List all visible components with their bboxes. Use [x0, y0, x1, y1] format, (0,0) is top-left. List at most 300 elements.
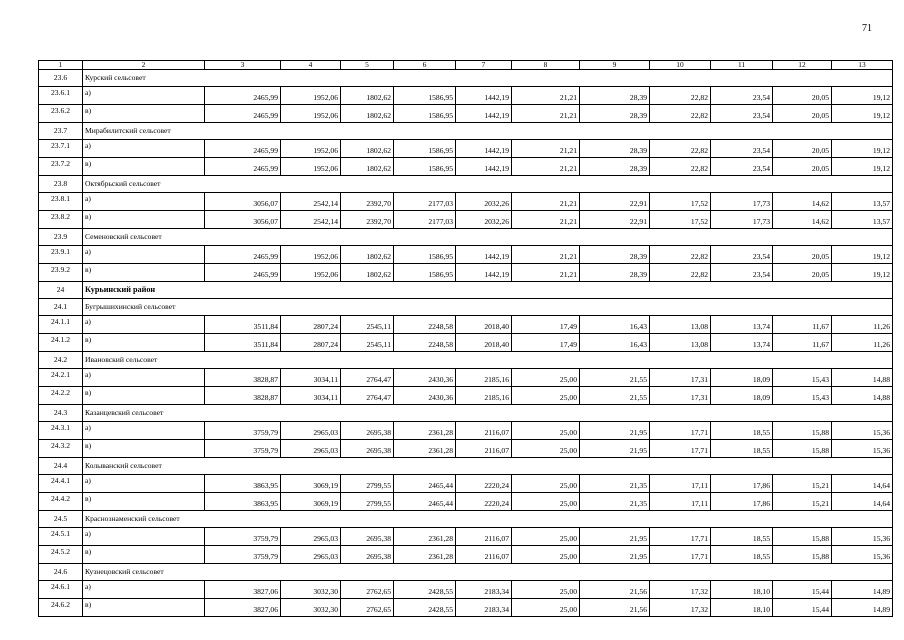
section-title: Октябрьский сельсовет — [83, 176, 893, 193]
value-cell: 21,35 — [580, 475, 650, 493]
section-code: 24.1 — [39, 299, 83, 316]
value-cell: 3032,30 — [281, 581, 341, 599]
value-cell: 15,36 — [832, 546, 893, 564]
value-cell: 1952,06 — [281, 105, 341, 123]
price-table — [38, 60, 893, 617]
value-cell: 25,00 — [512, 387, 580, 405]
value-cell: 2392,70 — [341, 211, 394, 229]
value-cell: 18,09 — [711, 387, 773, 405]
table-row — [39, 211, 893, 229]
value-cell: 2465,99 — [205, 105, 281, 123]
column-number: 10 — [650, 61, 711, 70]
value-cell: 2032,26 — [456, 193, 512, 211]
value-cell: 20,05 — [773, 87, 832, 105]
value-cell: 25,00 — [512, 599, 580, 617]
row-label: в) — [83, 211, 205, 229]
value-cell: 17,71 — [650, 440, 711, 458]
value-cell: 13,57 — [832, 211, 893, 229]
value-cell: 3069,19 — [281, 493, 341, 511]
value-cell: 2248,58 — [394, 334, 456, 352]
value-cell: 15,43 — [773, 369, 832, 387]
value-cell: 17,73 — [711, 193, 773, 211]
row-code: 24.1.2 — [39, 334, 83, 352]
value-cell: 21,55 — [580, 387, 650, 405]
row-label: в) — [83, 599, 205, 617]
value-cell: 21,21 — [512, 140, 580, 158]
section-code: 23.9 — [39, 229, 83, 246]
row-label: а) — [83, 140, 205, 158]
value-cell: 1442,19 — [456, 246, 512, 264]
value-cell: 25,00 — [512, 546, 580, 564]
value-cell: 2361,28 — [394, 546, 456, 564]
value-cell: 1952,06 — [281, 246, 341, 264]
value-cell: 3511,84 — [205, 334, 281, 352]
table-row — [39, 422, 893, 440]
value-cell: 2185,16 — [456, 369, 512, 387]
section-code: 24.5 — [39, 511, 83, 528]
value-cell: 1442,19 — [456, 87, 512, 105]
value-cell: 20,05 — [773, 246, 832, 264]
value-cell: 21,21 — [512, 158, 580, 176]
value-cell: 17,49 — [512, 334, 580, 352]
value-cell: 3759,79 — [205, 422, 281, 440]
value-cell: 2695,38 — [341, 440, 394, 458]
row-label: а) — [83, 246, 205, 264]
value-cell: 13,74 — [711, 334, 773, 352]
value-cell: 21,95 — [580, 546, 650, 564]
value-cell: 15,44 — [773, 599, 832, 617]
district-title: Курьинский район — [83, 282, 893, 299]
column-number: 9 — [580, 61, 650, 70]
row-code: 24.5.1 — [39, 528, 83, 546]
section-title: Ивановский сельсовет — [83, 352, 893, 369]
value-cell: 1952,06 — [281, 87, 341, 105]
value-cell: 3863,95 — [205, 493, 281, 511]
value-cell: 22,82 — [650, 264, 711, 282]
value-cell: 11,26 — [832, 334, 893, 352]
row-code: 23.8.1 — [39, 193, 83, 211]
row-code: 24.1.1 — [39, 316, 83, 334]
value-cell: 2799,55 — [341, 493, 394, 511]
value-cell: 15,36 — [832, 528, 893, 546]
value-cell: 2183,34 — [456, 581, 512, 599]
section-code: 24.2 — [39, 352, 83, 369]
value-cell: 22,91 — [580, 193, 650, 211]
value-cell: 2465,44 — [394, 475, 456, 493]
row-code: 24.5.2 — [39, 546, 83, 564]
row-label: в) — [83, 264, 205, 282]
value-cell: 19,12 — [832, 158, 893, 176]
table-row — [39, 369, 893, 387]
value-cell: 2361,28 — [394, 440, 456, 458]
value-cell: 16,43 — [580, 316, 650, 334]
section-title: Семеновский сельсовет — [83, 229, 893, 246]
value-cell: 17,11 — [650, 475, 711, 493]
row-label: в) — [83, 105, 205, 123]
row-label: а) — [83, 528, 205, 546]
section-row — [39, 176, 893, 193]
column-number: 6 — [394, 61, 456, 70]
value-cell: 14,88 — [832, 369, 893, 387]
section-code: 23.6 — [39, 70, 83, 87]
value-cell: 23,54 — [711, 87, 773, 105]
value-cell: 1802,62 — [341, 105, 394, 123]
value-cell: 21,95 — [580, 440, 650, 458]
table-row — [39, 440, 893, 458]
row-code: 24.2.2 — [39, 387, 83, 405]
value-cell: 25,00 — [512, 422, 580, 440]
section-title: Мирабилитский сельсовет — [83, 123, 893, 140]
value-cell: 20,05 — [773, 158, 832, 176]
value-cell: 2220,24 — [456, 493, 512, 511]
table-row — [39, 246, 893, 264]
value-cell: 1802,62 — [341, 158, 394, 176]
value-cell: 22,91 — [580, 211, 650, 229]
column-number: 3 — [205, 61, 281, 70]
value-cell: 17,52 — [650, 211, 711, 229]
row-label: в) — [83, 334, 205, 352]
value-cell: 2542,14 — [281, 193, 341, 211]
value-cell: 25,00 — [512, 475, 580, 493]
value-cell: 25,00 — [512, 493, 580, 511]
column-number-row — [39, 61, 893, 70]
row-label: а) — [83, 475, 205, 493]
row-code: 23.9.1 — [39, 246, 83, 264]
page-number: 71 — [862, 23, 872, 34]
value-cell: 18,55 — [711, 440, 773, 458]
value-cell: 2695,38 — [341, 422, 394, 440]
value-cell: 17,49 — [512, 316, 580, 334]
value-cell: 2116,07 — [456, 440, 512, 458]
table-row — [39, 193, 893, 211]
value-cell: 2965,03 — [281, 528, 341, 546]
value-cell: 2116,07 — [456, 546, 512, 564]
value-cell: 17,11 — [650, 493, 711, 511]
table-row — [39, 87, 893, 105]
value-cell: 17,32 — [650, 581, 711, 599]
value-cell: 3511,84 — [205, 316, 281, 334]
section-row — [39, 511, 893, 528]
value-cell: 28,39 — [580, 105, 650, 123]
value-cell: 15,21 — [773, 475, 832, 493]
value-cell: 1802,62 — [341, 140, 394, 158]
row-label: а) — [83, 87, 205, 105]
table-row — [39, 387, 893, 405]
value-cell: 11,67 — [773, 334, 832, 352]
value-cell: 28,39 — [580, 264, 650, 282]
row-code: 23.7.1 — [39, 140, 83, 158]
value-cell: 20,05 — [773, 105, 832, 123]
value-cell: 17,71 — [650, 546, 711, 564]
row-code: 24.3.2 — [39, 440, 83, 458]
value-cell: 2361,28 — [394, 528, 456, 546]
value-cell: 18,55 — [711, 422, 773, 440]
value-cell: 21,56 — [580, 581, 650, 599]
section-title: Курский сельсовет — [83, 70, 893, 87]
value-cell: 14,64 — [832, 475, 893, 493]
row-code: 23.8.2 — [39, 211, 83, 229]
section-row — [39, 458, 893, 475]
value-cell: 13,74 — [711, 316, 773, 334]
value-cell: 1952,06 — [281, 264, 341, 282]
section-row — [39, 299, 893, 316]
table-row — [39, 140, 893, 158]
section-title: Краснознаменский сельсовет — [83, 511, 893, 528]
value-cell: 23,54 — [711, 140, 773, 158]
section-code: 23.8 — [39, 176, 83, 193]
value-cell: 2220,24 — [456, 475, 512, 493]
value-cell: 1952,06 — [281, 140, 341, 158]
value-cell: 3827,06 — [205, 581, 281, 599]
value-cell: 22,82 — [650, 87, 711, 105]
value-cell: 21,95 — [580, 528, 650, 546]
value-cell: 3056,07 — [205, 193, 281, 211]
value-cell: 2430,36 — [394, 387, 456, 405]
value-cell: 15,88 — [773, 546, 832, 564]
value-cell: 21,55 — [580, 369, 650, 387]
value-cell: 18,10 — [711, 581, 773, 599]
value-cell: 15,43 — [773, 387, 832, 405]
value-cell: 15,21 — [773, 493, 832, 511]
value-cell: 1586,95 — [394, 158, 456, 176]
value-cell: 2465,99 — [205, 140, 281, 158]
value-cell: 17,86 — [711, 493, 773, 511]
value-cell: 2807,24 — [281, 316, 341, 334]
value-cell: 2965,03 — [281, 546, 341, 564]
value-cell: 14,64 — [832, 493, 893, 511]
value-cell: 2116,07 — [456, 422, 512, 440]
value-cell: 23,54 — [711, 105, 773, 123]
value-cell: 2542,14 — [281, 211, 341, 229]
value-cell: 2248,58 — [394, 316, 456, 334]
value-cell: 2183,34 — [456, 599, 512, 617]
value-cell: 23,54 — [711, 246, 773, 264]
value-cell: 18,55 — [711, 546, 773, 564]
value-cell: 17,73 — [711, 211, 773, 229]
value-cell: 28,39 — [580, 158, 650, 176]
value-cell: 3056,07 — [205, 211, 281, 229]
section-title: Колыванский сельсовет — [83, 458, 893, 475]
value-cell: 1442,19 — [456, 264, 512, 282]
value-cell: 3827,06 — [205, 599, 281, 617]
row-label: в) — [83, 387, 205, 405]
value-cell: 15,44 — [773, 581, 832, 599]
value-cell: 13,57 — [832, 193, 893, 211]
value-cell: 25,00 — [512, 528, 580, 546]
value-cell: 22,82 — [650, 105, 711, 123]
value-cell: 2465,99 — [205, 264, 281, 282]
value-cell: 25,00 — [512, 369, 580, 387]
value-cell: 17,32 — [650, 599, 711, 617]
row-label: а) — [83, 581, 205, 599]
value-cell: 1442,19 — [456, 158, 512, 176]
value-cell: 2428,55 — [394, 599, 456, 617]
value-cell: 16,43 — [580, 334, 650, 352]
table-row — [39, 528, 893, 546]
value-cell: 2965,03 — [281, 422, 341, 440]
value-cell: 1586,95 — [394, 105, 456, 123]
column-number: 8 — [512, 61, 580, 70]
value-cell: 28,39 — [580, 87, 650, 105]
value-cell: 14,89 — [832, 581, 893, 599]
table-row — [39, 493, 893, 511]
value-cell: 3759,79 — [205, 528, 281, 546]
column-number: 13 — [832, 61, 893, 70]
value-cell: 20,05 — [773, 140, 832, 158]
value-cell: 19,12 — [832, 246, 893, 264]
row-code: 24.6.2 — [39, 599, 83, 617]
value-cell: 2177,03 — [394, 193, 456, 211]
row-label: в) — [83, 158, 205, 176]
value-cell: 2032,26 — [456, 211, 512, 229]
value-cell: 22,82 — [650, 158, 711, 176]
value-cell: 17,71 — [650, 422, 711, 440]
table-body — [39, 61, 893, 617]
value-cell: 2018,40 — [456, 334, 512, 352]
value-cell: 28,39 — [580, 140, 650, 158]
value-cell: 3863,95 — [205, 475, 281, 493]
table-row — [39, 599, 893, 617]
value-cell: 1586,95 — [394, 246, 456, 264]
row-code: 24.4.2 — [39, 493, 83, 511]
value-cell: 25,00 — [512, 440, 580, 458]
value-cell: 3034,11 — [281, 369, 341, 387]
value-cell: 2392,70 — [341, 193, 394, 211]
table-row — [39, 158, 893, 176]
value-cell: 21,21 — [512, 211, 580, 229]
row-label: а) — [83, 316, 205, 334]
value-cell: 19,12 — [832, 105, 893, 123]
value-cell: 2361,28 — [394, 422, 456, 440]
value-cell: 2762,65 — [341, 599, 394, 617]
value-cell: 20,05 — [773, 264, 832, 282]
table-row — [39, 546, 893, 564]
value-cell: 1442,19 — [456, 140, 512, 158]
value-cell: 18,55 — [711, 528, 773, 546]
value-cell: 21,21 — [512, 264, 580, 282]
value-cell: 2465,44 — [394, 493, 456, 511]
value-cell: 18,09 — [711, 369, 773, 387]
value-cell: 2695,38 — [341, 546, 394, 564]
value-cell: 2428,55 — [394, 581, 456, 599]
section-code: 24.4 — [39, 458, 83, 475]
value-cell: 17,31 — [650, 387, 711, 405]
table-row — [39, 264, 893, 282]
column-number: 1 — [39, 61, 83, 70]
row-code: 24.3.1 — [39, 422, 83, 440]
section-title: Кузнецовский сельсовет — [83, 564, 893, 581]
row-label: а) — [83, 369, 205, 387]
value-cell: 3828,87 — [205, 369, 281, 387]
section-code: 24.3 — [39, 405, 83, 422]
column-number: 7 — [456, 61, 512, 70]
value-cell: 13,08 — [650, 334, 711, 352]
value-cell: 2465,99 — [205, 158, 281, 176]
row-label: в) — [83, 493, 205, 511]
value-cell: 2465,99 — [205, 246, 281, 264]
value-cell: 21,56 — [580, 599, 650, 617]
value-cell: 23,54 — [711, 264, 773, 282]
value-cell: 19,12 — [832, 87, 893, 105]
value-cell: 11,26 — [832, 316, 893, 334]
value-cell: 15,88 — [773, 440, 832, 458]
value-cell: 14,89 — [832, 599, 893, 617]
value-cell: 2545,11 — [341, 334, 394, 352]
table-row — [39, 105, 893, 123]
row-label: в) — [83, 440, 205, 458]
value-cell: 28,39 — [580, 246, 650, 264]
value-cell: 2799,55 — [341, 475, 394, 493]
value-cell: 1802,62 — [341, 246, 394, 264]
value-cell: 2695,38 — [341, 528, 394, 546]
row-code: 23.7.2 — [39, 158, 83, 176]
value-cell: 3759,79 — [205, 546, 281, 564]
value-cell: 1442,19 — [456, 105, 512, 123]
row-code: 24.6.1 — [39, 581, 83, 599]
value-cell: 14,62 — [773, 211, 832, 229]
column-number: 4 — [281, 61, 341, 70]
section-row — [39, 564, 893, 581]
row-code: 23.9.2 — [39, 264, 83, 282]
section-code: 24.6 — [39, 564, 83, 581]
value-cell: 2965,03 — [281, 440, 341, 458]
section-title: Казанцевский сельсовет — [83, 405, 893, 422]
value-cell: 2116,07 — [456, 528, 512, 546]
value-cell: 14,88 — [832, 387, 893, 405]
value-cell: 25,00 — [512, 581, 580, 599]
section-code: 24 — [39, 282, 83, 299]
value-cell: 14,62 — [773, 193, 832, 211]
value-cell: 17,52 — [650, 193, 711, 211]
value-cell: 21,35 — [580, 493, 650, 511]
value-cell: 11,67 — [773, 316, 832, 334]
column-number: 5 — [341, 61, 394, 70]
value-cell: 1586,95 — [394, 140, 456, 158]
value-cell: 15,88 — [773, 528, 832, 546]
value-cell: 13,08 — [650, 316, 711, 334]
value-cell: 22,82 — [650, 246, 711, 264]
table-row — [39, 316, 893, 334]
row-code: 24.2.1 — [39, 369, 83, 387]
value-cell: 1802,62 — [341, 87, 394, 105]
value-cell: 3032,30 — [281, 599, 341, 617]
value-cell: 1586,95 — [394, 264, 456, 282]
value-cell: 2762,65 — [341, 581, 394, 599]
district-row — [39, 282, 893, 299]
value-cell: 23,54 — [711, 158, 773, 176]
value-cell: 17,86 — [711, 475, 773, 493]
value-cell: 2430,36 — [394, 369, 456, 387]
section-row — [39, 123, 893, 140]
value-cell: 19,12 — [832, 264, 893, 282]
value-cell: 1952,06 — [281, 158, 341, 176]
value-cell: 21,21 — [512, 87, 580, 105]
value-cell: 1586,95 — [394, 87, 456, 105]
value-cell: 21,21 — [512, 105, 580, 123]
value-cell: 2807,24 — [281, 334, 341, 352]
value-cell: 2764,47 — [341, 369, 394, 387]
value-cell: 2018,40 — [456, 316, 512, 334]
value-cell: 2545,11 — [341, 316, 394, 334]
section-row — [39, 352, 893, 369]
value-cell: 19,12 — [832, 140, 893, 158]
value-cell: 17,71 — [650, 528, 711, 546]
section-title: Бугрышихинский сельсовет — [83, 299, 893, 316]
row-code: 23.6.2 — [39, 105, 83, 123]
table-row — [39, 581, 893, 599]
value-cell: 2764,47 — [341, 387, 394, 405]
value-cell: 15,88 — [773, 422, 832, 440]
